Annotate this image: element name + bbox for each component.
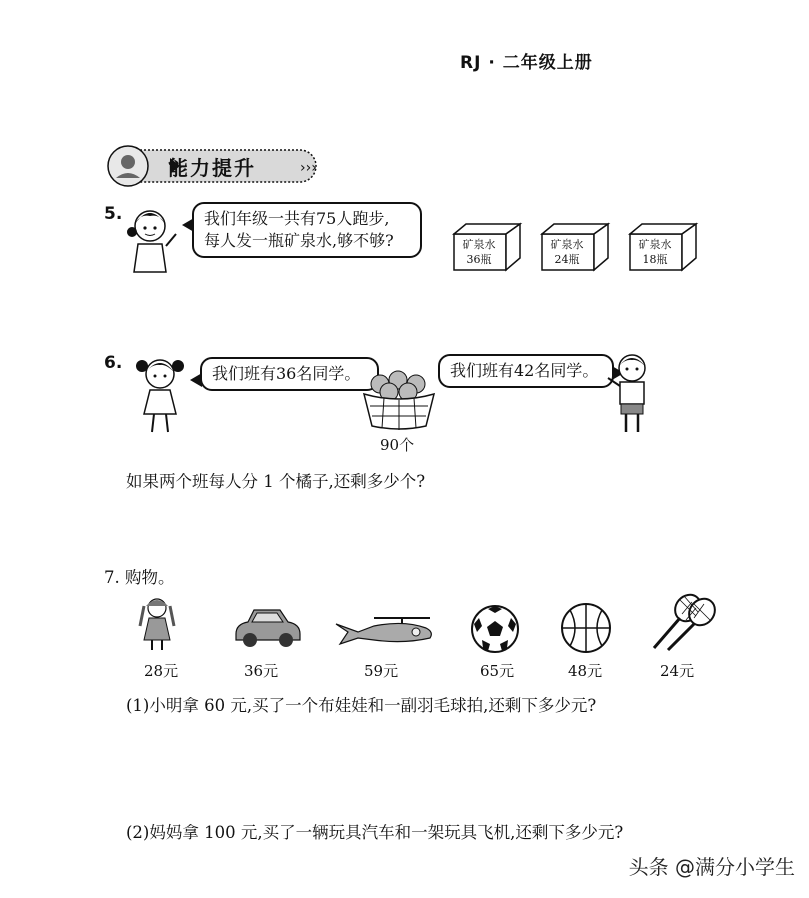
toy-plane-price: 59元 bbox=[364, 662, 399, 680]
water-box-1-label: 矿泉水 bbox=[462, 238, 496, 251]
boy-icon bbox=[604, 350, 660, 436]
q6-speech-left-text: 我们班有36名同学。 bbox=[212, 364, 361, 383]
section-title: 能力提升 bbox=[168, 156, 256, 180]
question-6-number: 6. bbox=[104, 353, 123, 373]
toy-car-icon bbox=[230, 604, 302, 650]
q7-heading: 7. 购物。 bbox=[104, 568, 175, 587]
water-box-2-count: 24瓶 bbox=[554, 253, 580, 266]
water-box-2 bbox=[542, 237, 592, 267]
page-header: RJ · 二年级上册 bbox=[460, 53, 593, 73]
q6-speech-right-text: 我们班有42名同学。 bbox=[450, 361, 599, 380]
q6-speech-bubble-left bbox=[200, 357, 379, 391]
q6-question: 如果两个班每人分 1 个橘子,还剩多少个? bbox=[126, 472, 426, 491]
basket-count-label: 90个 bbox=[380, 436, 415, 454]
q7-sub2: (2)妈妈拿 100 元,买了一辆玩具汽车和一架玩具飞机,还剩下多少元? bbox=[126, 823, 624, 842]
soccer-ball-icon bbox=[470, 604, 520, 654]
water-box-3 bbox=[630, 237, 680, 267]
q6-speech-bubble-right bbox=[438, 354, 614, 388]
basketball-icon bbox=[560, 602, 612, 654]
water-box-3-label: 矿泉水 bbox=[638, 238, 672, 251]
basketball-price: 48元 bbox=[568, 662, 603, 680]
soccer-ball-price: 65元 bbox=[480, 662, 515, 680]
q5-speech-line2: 每人发一瓶矿泉水,够不够? bbox=[204, 231, 394, 250]
q5-speech-line1: 我们年级一共有75人跑步, bbox=[204, 209, 390, 228]
doll-price: 28元 bbox=[144, 662, 179, 680]
water-box-1 bbox=[454, 237, 504, 267]
toy-car-price: 36元 bbox=[244, 662, 279, 680]
doll-icon bbox=[136, 596, 178, 652]
question-5-number: 5. bbox=[104, 204, 123, 224]
girl-with-pigtails-icon bbox=[130, 352, 190, 438]
q7-sub1: (1)小明拿 60 元,买了一个布娃娃和一副羽毛球拍,还剩下多少元? bbox=[126, 696, 597, 715]
water-box-3-count: 18瓶 bbox=[642, 253, 668, 266]
q5-speech-bubble bbox=[192, 202, 422, 258]
water-box-2-label: 矿泉水 bbox=[550, 238, 584, 251]
girl-icon bbox=[122, 204, 182, 276]
watermark: 头条 @满分小学生 bbox=[628, 855, 795, 879]
badminton-racket-icon bbox=[648, 592, 718, 654]
badminton-racket-price: 24元 bbox=[660, 662, 695, 680]
water-box-1-count: 36瓶 bbox=[466, 253, 492, 266]
svg-text:›››: ››› bbox=[300, 160, 317, 176]
toy-plane-icon bbox=[334, 610, 438, 648]
orange-basket-icon bbox=[360, 366, 438, 430]
